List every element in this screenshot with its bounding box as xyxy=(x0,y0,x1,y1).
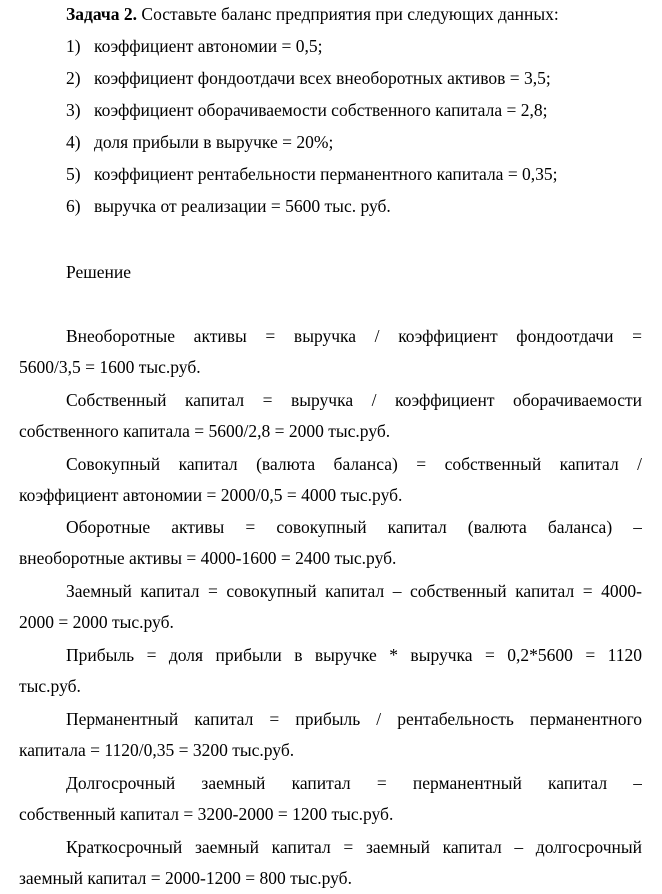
paragraph-line: собственный капитал = 3200-2000 = 1200 тыс.руб. xyxy=(19,804,394,824)
paragraph-line: Совокупный капитал (валюта баланса) = собственный капитал / xyxy=(66,454,642,474)
condition-item xyxy=(0,196,662,228)
solution-paragraph-equity xyxy=(19,390,642,441)
paragraph-line: Перманентный капитал = прибыль / рентабельность перманентного xyxy=(66,709,642,729)
paragraph-line: Долгосрочный заемный капитал = перманентный капитал – xyxy=(66,773,642,793)
condition-number: 5) xyxy=(66,164,81,184)
paragraph-line: Краткосрочный заемный капитал = заемный капитал – долгосрочный xyxy=(66,837,642,857)
condition-number: 4) xyxy=(66,132,81,152)
condition-number: 3) xyxy=(66,100,81,120)
condition-item xyxy=(0,36,662,68)
paragraph-line: Прибыль = доля прибыли в выручке * выручка = 0,2*5600 = 1120 xyxy=(66,645,642,665)
condition-text: коэффициент фондоотдачи всех внеоборотных активов = 3,5; xyxy=(94,68,551,88)
solution-heading: Решение xyxy=(66,262,132,282)
condition-text: коэффициент автономии = 0,5; xyxy=(94,36,323,56)
task-heading xyxy=(66,4,646,24)
paragraph-line: тыс.руб. xyxy=(19,676,81,696)
condition-text: коэффициент оборачиваемости собственного капитала = 2,8; xyxy=(94,100,548,120)
solution-paragraph-current-assets xyxy=(19,517,642,568)
condition-number: 1) xyxy=(66,36,81,56)
condition-text: доля прибыли в выручке = 20%; xyxy=(94,132,334,152)
condition-item xyxy=(0,100,662,132)
paragraph-line: Заемный капитал = совокупный капитал – собственный капитал = 4000- xyxy=(66,581,642,601)
solution-paragraph-non-current-assets xyxy=(19,326,642,377)
task-title: Задача 2. xyxy=(66,4,138,24)
solution-paragraph-profit xyxy=(19,645,642,696)
condition-item xyxy=(0,68,662,100)
solution-paragraph-borrowed-capital xyxy=(19,581,642,632)
paragraph-line: Внеоборотные активы = выручка / коэффициент фондоотдачи = xyxy=(66,326,642,346)
paragraph-line: 2000 = 2000 тыс.руб. xyxy=(19,612,174,632)
paragraph-line: собственного капитала = 5600/2,8 = 2000 тыс.руб. xyxy=(19,421,391,441)
paragraph-line: Собственный капитал = выручка / коэффициент оборачиваемости xyxy=(66,390,642,410)
condition-number: 2) xyxy=(66,68,81,88)
condition-text: выручка от реализации = 5600 тыс. руб. xyxy=(94,196,391,216)
condition-text: коэффициент рентабельности перманентного капитала = 0,35; xyxy=(94,164,558,184)
task-text: Составьте баланс предприятия при следующих данных: xyxy=(137,4,559,24)
paragraph-line: внеоборотные активы = 4000-1600 = 2400 тыс.руб. xyxy=(19,548,397,568)
paragraph-line: 5600/3,5 = 1600 тыс.руб. xyxy=(19,357,201,377)
condition-number: 6) xyxy=(66,196,81,216)
solution-paragraph-permanent-capital xyxy=(19,709,642,760)
solution-paragraph-long-term-debt xyxy=(19,773,642,824)
paragraph-line: коэффициент автономии = 2000/0,5 = 4000 тыс.руб. xyxy=(19,485,403,505)
paragraph-line: Оборотные активы = совокупный капитал (валюта баланса) – xyxy=(66,517,642,537)
paragraph-line: капитала = 1120/0,35 = 3200 тыс.руб. xyxy=(19,740,295,760)
condition-item xyxy=(0,132,662,164)
paragraph-line: заемный капитал = 2000-1200 = 800 тыс.руб. xyxy=(19,868,352,888)
condition-item xyxy=(0,164,662,196)
solution-paragraph-total-capital xyxy=(19,454,642,505)
solution-paragraph-short-term-debt xyxy=(19,837,642,888)
conditions-list xyxy=(0,36,662,228)
